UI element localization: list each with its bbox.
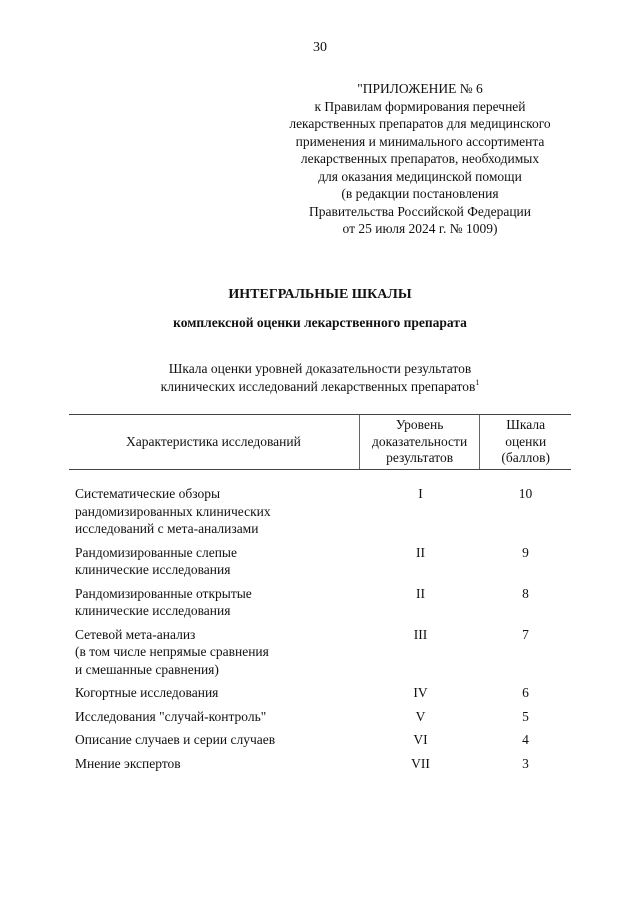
table-row	[69, 585, 571, 620]
caption-line-2-text: клинических исследований лекарственных препаратов	[160, 379, 476, 394]
row-description	[69, 708, 359, 726]
description-line: клинические исследования	[75, 603, 231, 618]
evidence-table	[69, 414, 571, 778]
header-level-line: результатов	[386, 450, 454, 466]
description-line: Мнение экспертов	[75, 755, 181, 771]
row-level: V	[415, 708, 426, 724]
row-score: 10	[518, 486, 533, 501]
appendix-line: Правительства Российской Федерации	[309, 203, 531, 219]
appendix-line: "ПРИЛОЖЕНИЕ № 6	[357, 81, 483, 96]
appendix-line: применения и минимального ассортимента	[295, 133, 545, 149]
appendix-line: лекарственных препаратов для медицинского	[289, 116, 551, 131]
table-row	[69, 708, 571, 726]
caption-line-1: Шкала оценки уровней доказательности результатов	[168, 361, 472, 376]
appendix-line: от 25 июля 2024 г. № 1009)	[342, 221, 498, 236]
row-score: 8	[522, 585, 529, 601]
row-description	[69, 684, 359, 702]
row-score: 5	[522, 708, 529, 724]
description-line: клинические исследования	[75, 562, 231, 577]
description-line: Сетевой мета-анализ	[75, 626, 196, 642]
row-description	[69, 626, 359, 679]
appendix-header	[260, 80, 580, 238]
description-line: Описание случаев и серии случаев	[75, 732, 276, 747]
description-line: (в том числе непрямые сравнения	[75, 644, 269, 659]
appendix-line: лекарственных препаратов, необходимых	[300, 151, 540, 166]
document-title: ИНТЕГРАЛЬНЫЕ ШКАЛЫ	[228, 287, 412, 302]
row-score: 3	[522, 755, 529, 771]
row-score: 7	[522, 626, 529, 642]
description-line: Когортные исследования	[75, 685, 219, 700]
row-level: I	[418, 486, 423, 501]
table-row	[69, 626, 571, 679]
header-score-line: (баллов)	[501, 450, 550, 466]
row-description	[69, 544, 359, 579]
row-level: IV	[413, 685, 428, 700]
table-caption	[0, 360, 640, 396]
header-characteristic: Характеристика исследований	[126, 433, 301, 449]
row-description	[69, 585, 359, 620]
row-level: VII	[411, 755, 430, 771]
appendix-line: (в редакции постановления	[341, 186, 499, 201]
footnote-marker: 1	[475, 378, 480, 387]
description-line: Исследования "случай-контроль"	[75, 708, 267, 724]
description-line: исследований с мета-анализами	[75, 521, 259, 536]
caption-line-2	[0, 378, 640, 396]
description-line: рандомизированных клинических	[75, 503, 271, 519]
description-line: и смешанные сравнения)	[75, 661, 219, 677]
header-score-line: Шкала	[506, 417, 546, 433]
description-line: Рандомизированные слепые	[75, 544, 237, 560]
row-description	[69, 731, 359, 749]
appendix-line: для оказания медицинской помощи	[318, 168, 522, 184]
description-line: Рандомизированные открытые	[75, 585, 252, 601]
table-row	[69, 544, 571, 579]
row-description	[69, 755, 359, 773]
appendix-line: к Правилам формирования перечней	[314, 98, 526, 114]
document-subtitle: комплексной оценки лекарственного препарата	[173, 315, 467, 330]
row-level: VI	[413, 732, 428, 747]
row-level: II	[416, 585, 425, 601]
table-header	[69, 414, 571, 470]
header-score	[480, 415, 571, 469]
row-level: II	[416, 544, 425, 560]
description-line: Систематические обзоры	[75, 486, 221, 501]
header-level	[359, 415, 481, 469]
row-description	[69, 485, 359, 538]
row-score: 4	[522, 732, 529, 747]
row-score: 6	[522, 685, 529, 700]
table-row	[69, 684, 571, 702]
table-row	[69, 755, 571, 773]
row-level: III	[413, 626, 428, 642]
header-level-line: доказательности	[372, 433, 468, 449]
row-score: 9	[522, 544, 529, 560]
header-score-line: оценки	[505, 433, 547, 449]
table-row	[69, 485, 571, 538]
table-body	[69, 470, 571, 772]
header-level-line: Уровень	[395, 417, 444, 433]
table-row	[69, 731, 571, 749]
page-number: 30	[313, 40, 327, 55]
